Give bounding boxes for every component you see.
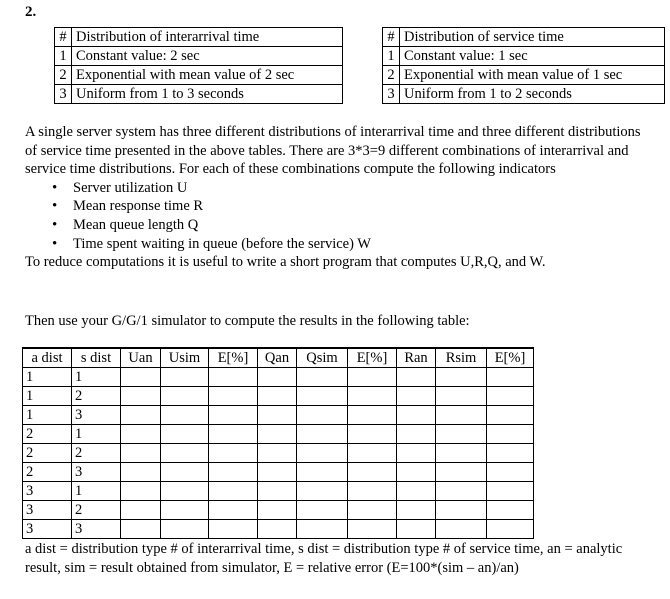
row-label: Uniform from 1 to 3 seconds [72, 85, 343, 104]
a-dist-cell: 2 [23, 425, 72, 444]
col-s-dist: s dist [72, 348, 121, 368]
col-rsim: Rsim [436, 348, 487, 368]
table-row [23, 368, 534, 387]
s-dist-cell: 1 [72, 368, 121, 387]
result-cell [348, 482, 397, 501]
result-cell [397, 444, 436, 463]
col-uan: Uan [121, 348, 161, 368]
a-dist-cell: 3 [23, 482, 72, 501]
result-cell [209, 406, 258, 425]
result-cell [161, 482, 209, 501]
results-header-row [23, 348, 534, 368]
result-cell [297, 444, 348, 463]
result-cell [297, 463, 348, 482]
result-cell [348, 368, 397, 387]
result-cell [397, 368, 436, 387]
col-usim: Usim [161, 348, 209, 368]
service-distribution-table [382, 27, 665, 104]
footer-note: a dist = distribution type # of interarrival time, s dist = distribution type # of service time, an = analytic result, sim = result obtained from simulator, E = relative error (E=100*(sim – an)/an) [25, 541, 623, 576]
result-cell [397, 406, 436, 425]
a-dist-cell: 2 [23, 444, 72, 463]
result-cell [436, 406, 487, 425]
result-cell [161, 444, 209, 463]
header-number: # [383, 28, 400, 47]
result-cell [258, 482, 297, 501]
row-number: 3 [383, 85, 400, 104]
table-row [55, 85, 343, 104]
a-dist-cell: 1 [23, 406, 72, 425]
simulator-intro: Then use your G/G/1 simulator to compute the results in the following table: [25, 313, 470, 329]
result-cell [397, 387, 436, 406]
result-cell [297, 520, 348, 539]
a-dist-cell: 1 [23, 387, 72, 406]
result-cell [297, 406, 348, 425]
a-dist-cell: 3 [23, 501, 72, 520]
result-cell [121, 444, 161, 463]
result-cell [487, 463, 534, 482]
result-cell [258, 406, 297, 425]
table-header-row [383, 28, 665, 47]
result-cell [209, 444, 258, 463]
result-cell [397, 520, 436, 539]
col-qan: Qan [258, 348, 297, 368]
result-cell [397, 482, 436, 501]
row-label: Constant value: 1 sec [400, 47, 665, 66]
col-a-dist: a dist [23, 348, 72, 368]
result-cell [209, 387, 258, 406]
result-cell [487, 368, 534, 387]
result-cell [436, 463, 487, 482]
result-cell [348, 425, 397, 444]
row-label: Exponential with mean value of 2 sec [72, 66, 343, 85]
row-number: 2 [383, 66, 400, 85]
result-cell [258, 463, 297, 482]
table-row [383, 85, 665, 104]
result-cell [436, 482, 487, 501]
col-error-r: E[%] [487, 348, 534, 368]
indicator-item: • Mean response time R [25, 197, 655, 216]
result-cell [121, 463, 161, 482]
col-qsim: Qsim [297, 348, 348, 368]
result-cell [121, 406, 161, 425]
interarrival-distribution-table [54, 27, 343, 104]
result-cell [161, 406, 209, 425]
result-cell [258, 387, 297, 406]
result-cell [436, 368, 487, 387]
result-cell [258, 444, 297, 463]
result-cell [297, 425, 348, 444]
s-dist-cell: 2 [72, 444, 121, 463]
intro-paragraph: A single server system has three different distributions of interarrival time and three different distributions of service time presented in the above tables. There are 3*3=9 different combinations of interarrival and service time distributions. For each of these combinations compute the following indicators [25, 124, 641, 178]
result-cell [161, 368, 209, 387]
result-cell [297, 387, 348, 406]
row-label: Constant value: 2 sec [72, 47, 343, 66]
result-cell [121, 482, 161, 501]
result-cell [487, 520, 534, 539]
result-cell [397, 425, 436, 444]
table-row [23, 444, 534, 463]
table-row [23, 501, 534, 520]
s-dist-cell: 1 [72, 425, 121, 444]
result-cell [121, 520, 161, 539]
result-cell [436, 444, 487, 463]
row-number: 2 [55, 66, 72, 85]
a-dist-cell: 1 [23, 368, 72, 387]
result-cell [258, 425, 297, 444]
header-label: Distribution of interarrival time [72, 28, 343, 47]
result-cell [487, 482, 534, 501]
result-cell [121, 425, 161, 444]
a-dist-cell: 2 [23, 463, 72, 482]
table-row [23, 406, 534, 425]
result-cell [487, 425, 534, 444]
result-cell [487, 444, 534, 463]
indicator-item: • Server utilization U [25, 179, 655, 198]
result-cell [209, 501, 258, 520]
result-cell [487, 387, 534, 406]
result-cell [209, 520, 258, 539]
result-cell [121, 368, 161, 387]
result-cell [297, 482, 348, 501]
table-row [23, 387, 534, 406]
header-label: Distribution of service time [400, 28, 665, 47]
a-dist-cell: 3 [23, 520, 72, 539]
result-cell [436, 387, 487, 406]
result-cell [161, 425, 209, 444]
s-dist-cell: 1 [72, 482, 121, 501]
results-table [22, 347, 534, 539]
result-cell [348, 520, 397, 539]
result-cell [487, 501, 534, 520]
result-cell [161, 463, 209, 482]
result-cell [161, 520, 209, 539]
row-number: 1 [55, 47, 72, 66]
result-cell [258, 520, 297, 539]
table-row [23, 463, 534, 482]
s-dist-cell: 2 [72, 387, 121, 406]
problem-description [25, 123, 655, 272]
result-cell [397, 463, 436, 482]
header-number: # [55, 28, 72, 47]
result-cell [209, 482, 258, 501]
col-ran: Ran [397, 348, 436, 368]
s-dist-cell: 3 [72, 406, 121, 425]
result-cell [297, 501, 348, 520]
question-number: 2. [25, 4, 37, 20]
result-cell [121, 387, 161, 406]
result-cell [209, 463, 258, 482]
program-note: To reduce computations it is useful to write a short program that computes U,R,Q, and W. [25, 254, 546, 271]
result-cell [348, 387, 397, 406]
result-cell [397, 501, 436, 520]
result-cell [348, 501, 397, 520]
result-cell [436, 501, 487, 520]
table-row [23, 425, 534, 444]
result-cell [209, 368, 258, 387]
indicator-list [25, 179, 655, 253]
table-row [23, 520, 534, 539]
s-dist-cell: 3 [72, 520, 121, 539]
table-row [55, 47, 343, 66]
result-cell [209, 425, 258, 444]
s-dist-cell: 3 [72, 463, 121, 482]
results-body [23, 368, 534, 539]
indicator-item: • Mean queue length Q [25, 216, 655, 235]
table-row [55, 66, 343, 85]
s-dist-cell: 2 [72, 501, 121, 520]
table-header-row [55, 28, 343, 47]
result-cell [121, 501, 161, 520]
result-cell [258, 368, 297, 387]
table-row [383, 66, 665, 85]
result-cell [348, 463, 397, 482]
row-number: 1 [383, 47, 400, 66]
col-error-q: E[%] [348, 348, 397, 368]
result-cell [161, 501, 209, 520]
indicator-item: • Time spent waiting in queue (before the service) W [25, 235, 655, 254]
col-error-u: E[%] [209, 348, 258, 368]
row-label: Exponential with mean value of 1 sec [400, 66, 665, 85]
row-label: Uniform from 1 to 2 seconds [400, 85, 665, 104]
table-row [23, 482, 534, 501]
result-cell [297, 368, 348, 387]
row-number: 3 [55, 85, 72, 104]
result-cell [436, 425, 487, 444]
result-cell [258, 501, 297, 520]
result-cell [348, 406, 397, 425]
result-cell [161, 387, 209, 406]
result-cell [487, 406, 534, 425]
table-row [383, 47, 665, 66]
result-cell [436, 520, 487, 539]
result-cell [348, 444, 397, 463]
